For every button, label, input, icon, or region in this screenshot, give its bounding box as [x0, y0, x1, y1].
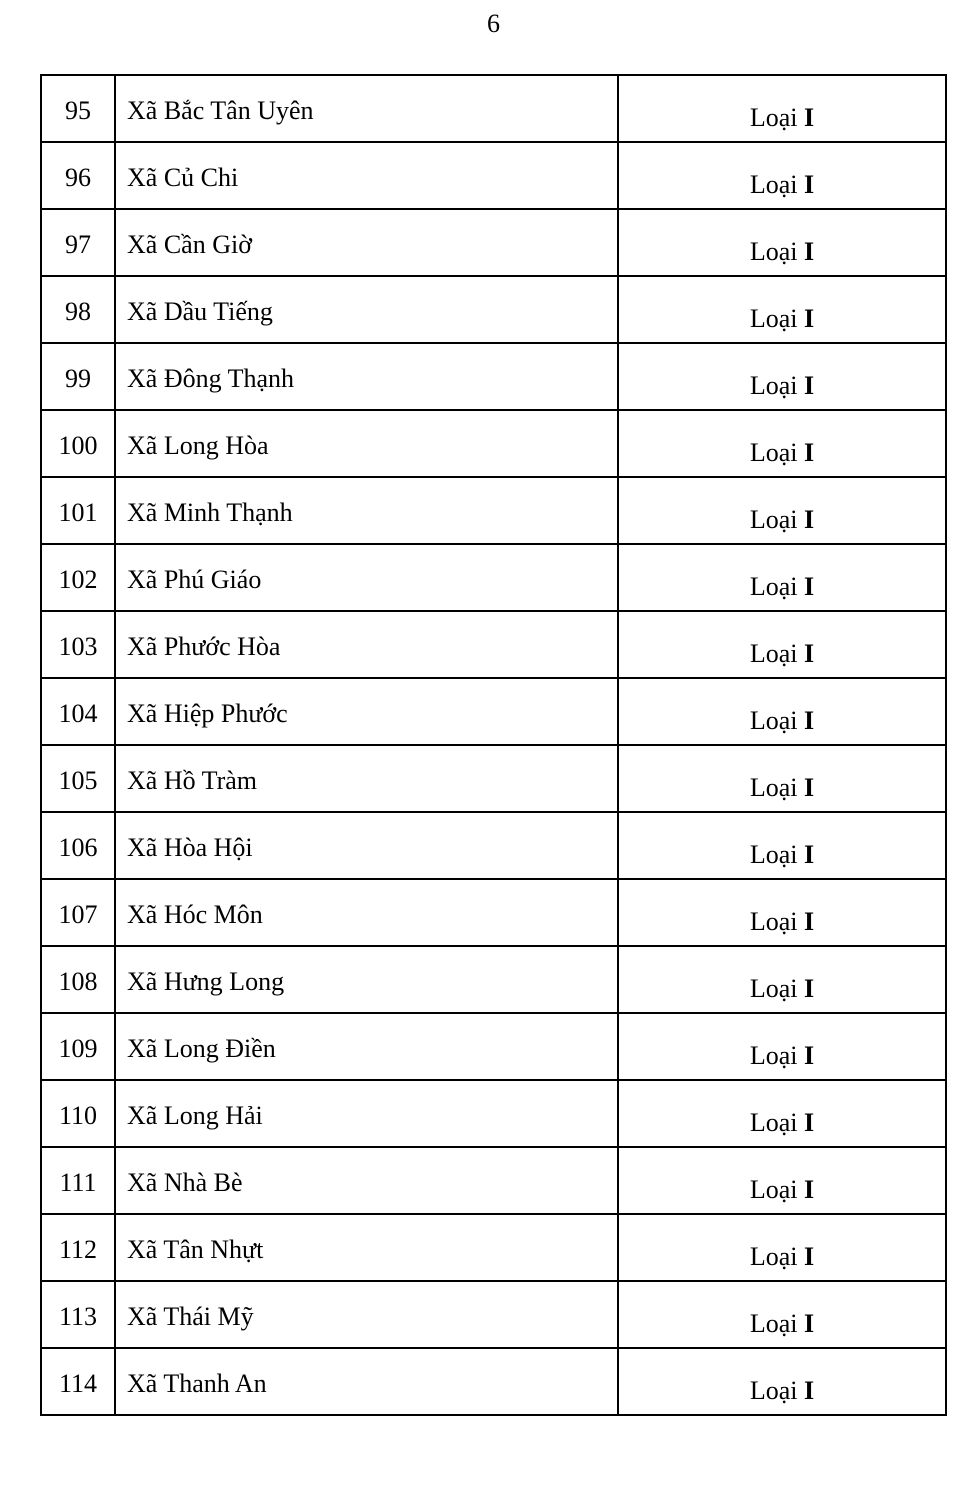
row-number-cell: 107: [41, 879, 115, 946]
classification-word: Loại: [749, 505, 798, 534]
classification-word: Loại: [749, 371, 798, 400]
table-row: [41, 611, 946, 678]
row-number-cell: 109: [41, 1013, 115, 1080]
classification-grade: I: [804, 1175, 815, 1204]
table-row: [41, 276, 946, 343]
classification-word: Loại: [749, 773, 798, 802]
row-number-cell: 113: [41, 1281, 115, 1348]
classification-grade: I: [804, 371, 815, 400]
table-row: [41, 477, 946, 544]
commune-name-cell: Xã Hưng Long: [115, 946, 618, 1013]
classification-grade: I: [804, 572, 815, 601]
classification-word: Loại: [749, 1175, 798, 1204]
commune-name-cell: Xã Củ Chi: [115, 142, 618, 209]
classification-cell: [618, 946, 946, 1013]
row-number-cell: 95: [41, 75, 115, 142]
commune-name-cell: Xã Bắc Tân Uyên: [115, 75, 618, 142]
row-number-cell: 99: [41, 343, 115, 410]
classification-cell: [618, 812, 946, 879]
classification-word: Loại: [749, 103, 798, 132]
classification-cell: [618, 343, 946, 410]
row-number-cell: 114: [41, 1348, 115, 1415]
classification-word: Loại: [749, 572, 798, 601]
classification-word: Loại: [749, 304, 798, 333]
classification-grade: I: [804, 1108, 815, 1137]
classification-word: Loại: [749, 1309, 798, 1338]
classification-grade: I: [804, 840, 815, 869]
classification-cell: [618, 678, 946, 745]
table-row: [41, 544, 946, 611]
table-row: [41, 343, 946, 410]
table-row: [41, 745, 946, 812]
commune-name-cell: Xã Thái Mỹ: [115, 1281, 618, 1348]
page-number: 6: [487, 9, 500, 38]
row-number-cell: 100: [41, 410, 115, 477]
classification-grade: I: [804, 1376, 815, 1405]
classification-grade: I: [804, 304, 815, 333]
classification-grade: I: [804, 1041, 815, 1070]
row-number-cell: 103: [41, 611, 115, 678]
classification-grade: I: [804, 170, 815, 199]
table-body: [41, 75, 946, 1415]
classification-grade: I: [804, 907, 815, 936]
classification-cell: [618, 477, 946, 544]
table-row: [41, 142, 946, 209]
classification-cell: [618, 611, 946, 678]
classification-cell: [618, 879, 946, 946]
row-number-cell: 98: [41, 276, 115, 343]
table-row: [41, 1013, 946, 1080]
classification-cell: [618, 75, 946, 142]
commune-name-cell: Xã Phú Giáo: [115, 544, 618, 611]
classification-word: Loại: [749, 639, 798, 668]
classification-cell: [618, 1013, 946, 1080]
classification-grade: I: [804, 974, 815, 1003]
classification-cell: [618, 1281, 946, 1348]
commune-name-cell: Xã Dầu Tiếng: [115, 276, 618, 343]
classification-grade: I: [804, 639, 815, 668]
classification-word: Loại: [749, 1108, 798, 1137]
classification-grade: I: [804, 773, 815, 802]
classification-grade: I: [804, 1242, 815, 1271]
table-row: [41, 812, 946, 879]
classification-word: Loại: [749, 170, 798, 199]
classification-grade: I: [804, 103, 815, 132]
row-number-cell: 106: [41, 812, 115, 879]
commune-name-cell: Xã Tân Nhựt: [115, 1214, 618, 1281]
row-number-cell: 101: [41, 477, 115, 544]
commune-name-cell: Xã Phước Hòa: [115, 611, 618, 678]
row-number-cell: 96: [41, 142, 115, 209]
classification-word: Loại: [749, 907, 798, 936]
classification-cell: [618, 1214, 946, 1281]
table-row: [41, 410, 946, 477]
classification-cell: [618, 544, 946, 611]
table-row: [41, 879, 946, 946]
commune-name-cell: Xã Long Hòa: [115, 410, 618, 477]
classification-word: Loại: [749, 706, 798, 735]
classification-grade: I: [804, 1309, 815, 1338]
table-row: [41, 75, 946, 142]
classification-grade: I: [804, 505, 815, 534]
classification-cell: [618, 276, 946, 343]
classification-grade: I: [804, 438, 815, 467]
row-number-cell: 110: [41, 1080, 115, 1147]
classification-word: Loại: [749, 237, 798, 266]
classification-grade: I: [804, 237, 815, 266]
commune-name-cell: Xã Hồ Tràm: [115, 745, 618, 812]
classification-word: Loại: [749, 974, 798, 1003]
row-number-cell: 105: [41, 745, 115, 812]
table-row: [41, 1281, 946, 1348]
commune-classification-table: [40, 74, 947, 1416]
commune-name-cell: Xã Hòa Hội: [115, 812, 618, 879]
classification-cell: [618, 745, 946, 812]
classification-word: Loại: [749, 840, 798, 869]
classification-word: Loại: [749, 1376, 798, 1405]
classification-cell: [618, 410, 946, 477]
commune-name-cell: Xã Long Điền: [115, 1013, 618, 1080]
commune-name-cell: Xã Nhà Bè: [115, 1147, 618, 1214]
row-number-cell: 108: [41, 946, 115, 1013]
classification-word: Loại: [749, 438, 798, 467]
commune-name-cell: Xã Cần Giờ: [115, 209, 618, 276]
commune-name-cell: Xã Hiệp Phước: [115, 678, 618, 745]
classification-cell: [618, 1348, 946, 1415]
row-number-cell: 112: [41, 1214, 115, 1281]
classification-cell: [618, 1147, 946, 1214]
table-row: [41, 946, 946, 1013]
table-row: [41, 1147, 946, 1214]
commune-name-cell: Xã Thanh An: [115, 1348, 618, 1415]
classification-cell: [618, 142, 946, 209]
classification-cell: [618, 209, 946, 276]
commune-name-cell: Xã Hóc Môn: [115, 879, 618, 946]
commune-name-cell: Xã Long Hải: [115, 1080, 618, 1147]
row-number-cell: 102: [41, 544, 115, 611]
row-number-cell: 111: [41, 1147, 115, 1214]
row-number-cell: 104: [41, 678, 115, 745]
table-row: [41, 678, 946, 745]
table-row: [41, 1348, 946, 1415]
classification-word: Loại: [749, 1242, 798, 1271]
classification-grade: I: [804, 706, 815, 735]
classification-cell: [618, 1080, 946, 1147]
row-number-cell: 97: [41, 209, 115, 276]
table-row: [41, 209, 946, 276]
classification-word: Loại: [749, 1041, 798, 1070]
table-row: [41, 1214, 946, 1281]
commune-name-cell: Xã Minh Thạnh: [115, 477, 618, 544]
table-row: [41, 1080, 946, 1147]
commune-name-cell: Xã Đông Thạnh: [115, 343, 618, 410]
